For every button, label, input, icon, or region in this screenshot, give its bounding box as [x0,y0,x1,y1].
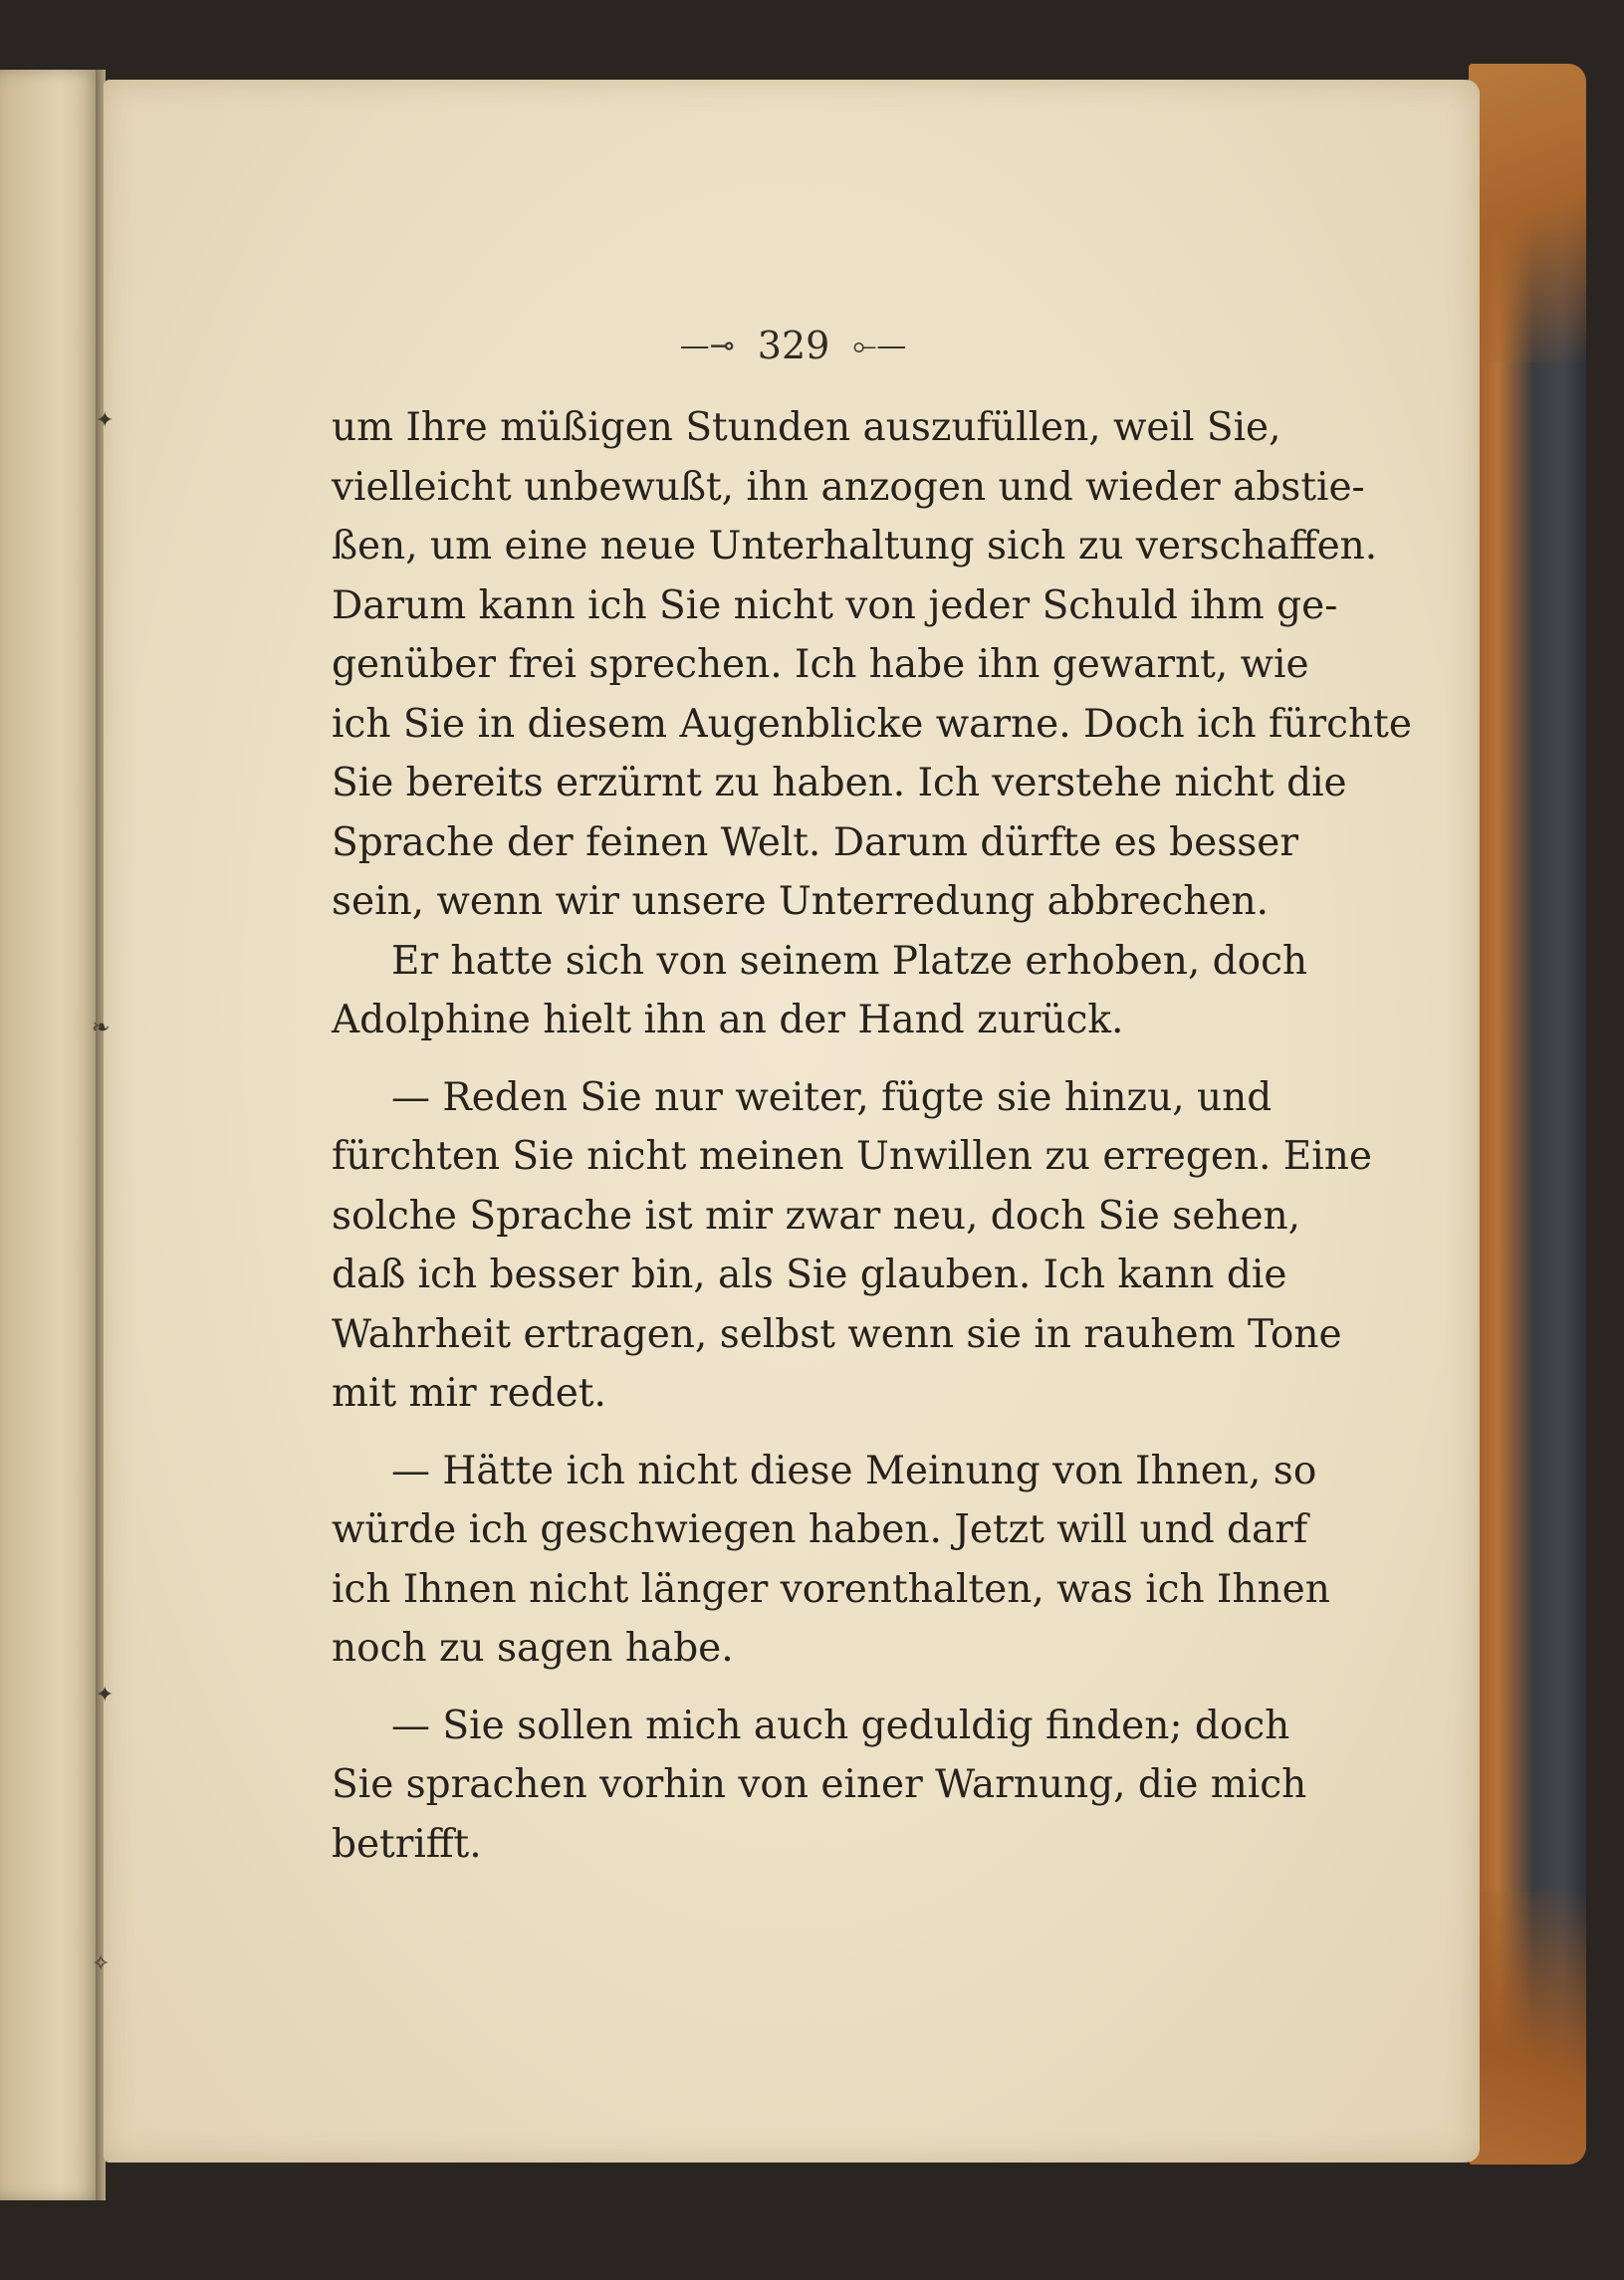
text-line: Er hatte sich von seinem Platze erhoben, doch [391,938,1308,984]
text-line: vielleicht unbewußt, ihn anzogen und wieder abstie- [332,464,1365,510]
text-line: genüber frei sprechen. Ich habe ihn gewarnt, wie [332,642,1309,687]
text-line: betrifft. [332,1821,482,1867]
text-line: Adolphine hielt ihn an der Hand zurück. [332,998,1124,1042]
paragraph [332,1068,1372,1424]
text-line: daß ich besser bin, als Sie glauben. Ich kann die [332,1253,1287,1297]
text-line: — Reden Sie nur weiter, fügte sie hinzu, und [391,1074,1273,1120]
text-line: ich Sie in diesem Augenblicke warne. Doch ich fürchte [332,701,1412,747]
facing-page-edge [0,70,100,2200]
text-line: Wahrheit ertragen, selbst wenn sie in rauhem Tone [332,1311,1342,1357]
text-line: sein, wenn wir unsere Unterredung abbrechen. [332,879,1270,924]
text-line: mit mir redet. [332,1371,606,1416]
ornament-left-icon: —⊸ [679,328,735,363]
cover-corner-top [1469,64,1586,362]
margin-mark: ✦ [96,408,115,433]
text-line: würde ich geschwiegen haben. Jetzt will und darf [332,1507,1308,1552]
margin-mark: ❧ [92,1016,111,1040]
text-line: Sprache der feinen Welt. Darum dürfte es besser [332,819,1298,865]
text-line: Sie sprachen vorhin von einer Warnung, die mich [332,1762,1307,1807]
margin-mark: ✦ [96,1683,115,1708]
paragraph [332,1697,1307,1875]
book-cover-edge [1469,64,1586,2165]
text-line: ich Ihnen nicht länger vorenthalten, was ich Ihnen [332,1566,1330,1612]
text-line: fürchten Sie nicht meinen Unwillen zu erregen. Eine [332,1134,1372,1179]
text-line: Sie bereits erzürnt zu haben. Ich verstehe nicht die [332,761,1347,805]
text-line: um Ihre müßigen Stunden auszufüllen, weil Sie, [332,405,1281,450]
text-line: Darum kann ich Sie nicht von jeder Schuld ihm ge- [332,582,1338,628]
paragraph [332,398,1412,932]
body-text [332,398,1412,1874]
text-line: solche Sprache ist mir zwar neu, doch Sie sehen, [332,1193,1301,1239]
page-number: 329 [757,324,830,367]
text-line: ßen, um eine neue Unterhaltung sich zu verschaffen. [332,524,1378,569]
ornament-right-icon: ⟜— [852,328,907,363]
paragraph [332,1442,1330,1679]
cover-corner-bottom [1469,1892,1586,2165]
page-header [0,324,1586,367]
paragraph [332,932,1308,1050]
text-line: — Sie sollen mich auch geduldig finden; doch [391,1703,1290,1748]
text-line: — Hätte ich nicht diese Meinung von Ihnen, so [391,1448,1317,1493]
margin-mark: ✧ [92,1951,111,1976]
text-line: noch zu sagen habe. [332,1626,734,1671]
